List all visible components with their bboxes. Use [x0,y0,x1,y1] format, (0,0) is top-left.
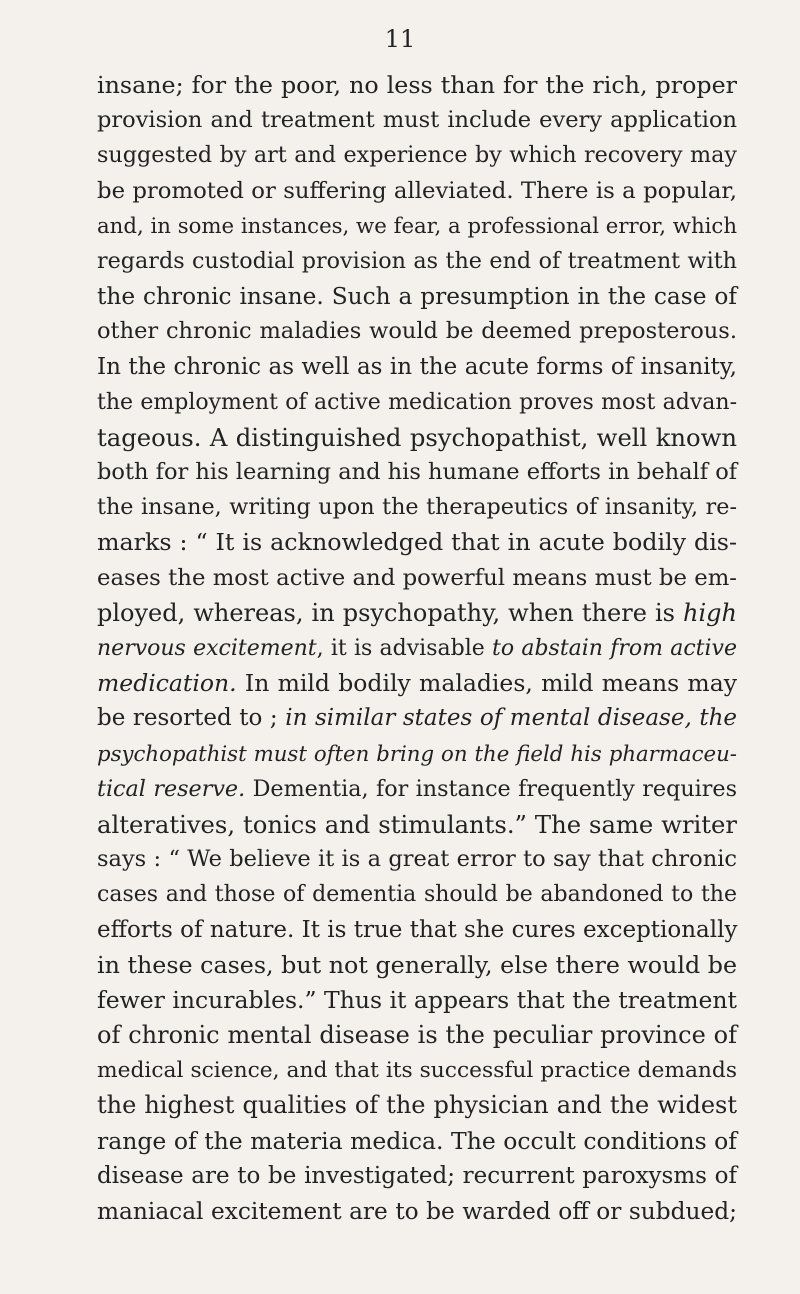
text-run: of chronic mental disease is the peculiar province of [97,1021,737,1050]
text-line [97,350,737,385]
text-line [97,913,737,948]
text-run: insane; for the poor, no less than for the rich, proper [97,71,737,99]
text-run: be resorted to ; [97,705,286,732]
text-run: disease are to be investigated; recurrent paroxysms of [97,1162,737,1189]
text-run: the chronic insane. Such a presumption in the case of [97,283,737,311]
italic-text: psychopathist must often bring on the field his pharmaceu- [97,741,737,767]
text-line [97,877,737,912]
text-line [97,772,737,807]
text-run: eases the most active and powerful means must be em- [97,564,737,591]
italic-text: tical reserve. [97,775,246,802]
italic-text: nervous excitement [97,636,317,661]
text-line [97,314,737,349]
text-line [97,701,737,736]
text-run: cases and those of dementia should be abandoned to the [97,882,737,908]
text-run: efforts of nature. It is true that she cures exceptionally [97,916,738,943]
text-run: suggested by art and experience by which recovery may [97,142,737,169]
text-line [97,1194,737,1229]
text-line [97,737,737,772]
text-line [97,1124,737,1159]
text-run: maniacal excitement are to be warded off or subdued; [97,1198,737,1225]
text-run: provision and treatment must include every application [97,107,737,134]
text-line [97,561,737,596]
italic-text: in similar states of mental disease, the [285,705,738,732]
text-line [97,948,737,983]
text-run: the highest qualities of the physician and the widest [97,1091,737,1120]
text-line [97,666,737,701]
text-run: the insane, writing upon the therapeutics of insanity, re- [97,494,737,521]
text-run: In the chronic as well as in the acute forms of insanity, [97,353,737,380]
text-line [97,174,737,209]
text-line [97,1053,737,1088]
text-line [97,279,737,314]
text-run: says : “ We believe it is a great error to say that chronic [97,846,737,873]
text-line [97,420,737,455]
text-line [97,385,737,420]
text-line [97,596,737,631]
text-run: range of the materia medica. The occult conditions of [97,1126,737,1155]
page-number: 11 [384,25,416,53]
text-line [97,103,737,138]
text-run: tageous. A distinguished psychopathist, well known [97,422,737,452]
text-run: Dementia, for instance frequently requires [245,775,737,802]
text-line [97,1088,737,1123]
text-line [97,455,737,490]
text-line [97,525,737,560]
text-line [97,842,737,877]
text-run: in these cases, but not generally, else there would be [97,950,737,979]
text-line [97,209,737,244]
text-run: and, in some instances, we fear, a professional error, which [97,213,738,239]
text-line [97,1159,737,1194]
text-run: the employment of active medication proves most advan- [97,389,737,415]
text-run: alteratives, tonics and stimulants.” The same writer [97,809,737,839]
text-run: both for his learning and his humane efforts in behalf of [97,459,738,486]
text-line [97,807,737,842]
text-run: ployed, whereas, in psychopathy, when there is [97,598,684,627]
text-line [97,983,737,1018]
text-line [97,138,737,173]
body-text [97,68,737,1229]
text-run: medical science, and that its successful practice demands [97,1058,737,1084]
text-run: other chronic maladies would be deemed preposterous. [97,318,737,345]
text-run: regards custodial provision as the end of treatment with [97,247,737,274]
italic-text: high [683,598,737,627]
text-line [97,68,737,103]
text-line [97,631,737,666]
text-run: In mild bodily maladies, mild means may [236,669,737,698]
text-run: be promoted or suffering alleviated. There is a popular, [97,177,737,204]
text-run: , it is advisable [316,636,492,661]
text-run: fewer incurables.” Thus it appears that the treatment [97,985,737,1014]
text-line [97,1018,737,1053]
text-line [97,490,737,525]
italic-text: medication. [97,669,237,698]
text-line [97,244,737,279]
text-run: marks : “ It is acknowledged that in acute bodily dis- [97,528,737,557]
italic-text: to abstain from active [492,636,737,661]
